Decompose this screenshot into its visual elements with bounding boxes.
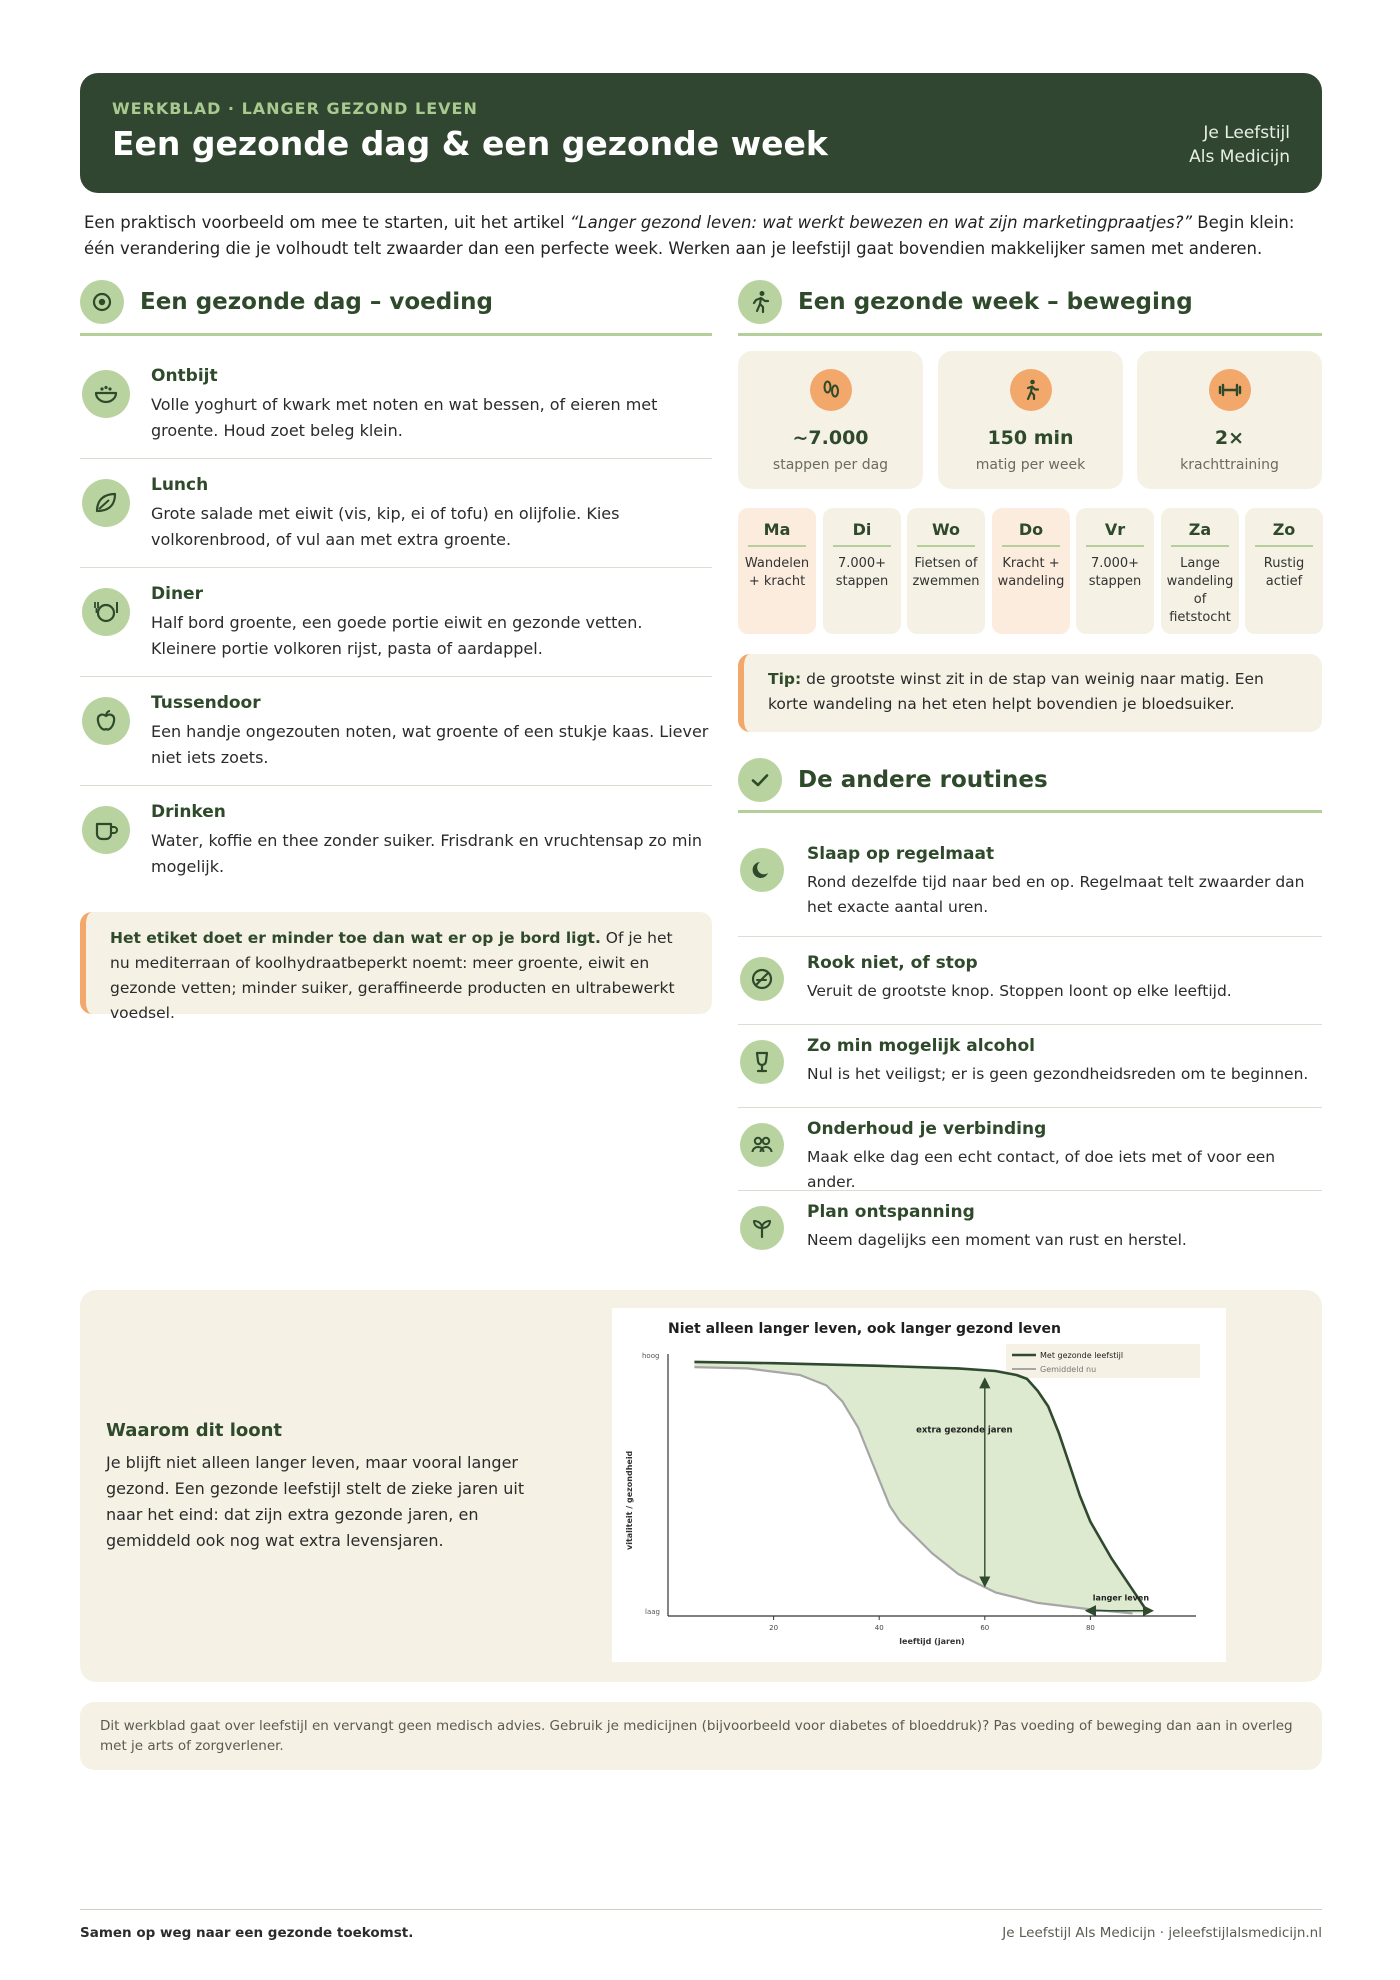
intro-text	[84, 210, 1314, 262]
stat-label: matig per week	[975, 457, 1086, 473]
legend-label-healthy: Met gezonde leefstijl	[1040, 1351, 1124, 1360]
label-callout	[80, 912, 712, 1022]
routines-section-rule	[738, 810, 1322, 813]
callout-text: Of je het nu mediterraan of koolhydraatbeperkt noemt: meer groente, eiwit en gezonde vetten; minder suiker, geraffineerde producten en ultrabewerkt voedsel.	[110, 929, 675, 1022]
chart-svg	[612, 1308, 1226, 1662]
why-title: Waarom dit loont	[106, 1420, 283, 1441]
day-name: Zo	[1255, 520, 1313, 547]
tip-callout	[738, 654, 1322, 732]
day-section-title	[80, 280, 493, 324]
moon-icon	[740, 848, 784, 892]
plot-area	[694, 1362, 1148, 1614]
meal-title: Lunch	[151, 475, 209, 495]
x-tick-label: 60	[980, 1624, 990, 1632]
footprints-icon	[810, 369, 852, 411]
meal-text: Grote salade met eiwit (vis, kip, ei of tofu) en olijfolie. Kies volkorenbrood, of vul aan met extra groente.	[151, 504, 620, 549]
stat-card-minutes	[938, 351, 1123, 489]
intro-lead: Een praktisch voorbeeld om mee te starten, uit het artikel	[84, 213, 570, 232]
footer-credit: Je Leefstijl Als Medicijn · jeleefstijlalsmedicijn.nl	[1002, 1925, 1322, 1941]
routine-text: Veruit de grootste knop. Stoppen loont op elke leeftijd.	[807, 982, 1232, 1000]
routine-item-slaap	[738, 834, 1322, 937]
meal-item-drinken	[80, 786, 712, 895]
week-section-label: Een gezonde week – beweging	[798, 289, 1193, 315]
disclaimer: Dit werkblad gaat over leefstijl en vervangt geen medisch advies. Gebruik je medicijnen (bijvoorbeeld voor diabetes of bloeddruk)? Pas voeding of beweging dan aan in overleg met je arts of zorgverlener.	[80, 1702, 1322, 1770]
brand-line-1: Je Leefstijl	[1203, 123, 1290, 143]
chart-legend-bg	[1006, 1344, 1200, 1378]
day-name: Di	[833, 520, 891, 547]
meal-item-ontbijt	[80, 350, 712, 459]
footer-rule	[80, 1909, 1322, 1910]
stat-value: 2×	[1214, 427, 1245, 449]
plate-icon	[82, 588, 130, 636]
day-card-zo	[1245, 508, 1323, 634]
day-name: Vr	[1086, 520, 1144, 547]
walking-icon	[1010, 369, 1052, 411]
day-card-do	[992, 508, 1070, 634]
why-text: Je blijft niet alleen langer leven, maar vooral langer gezond. Een gezonde leefstijl stelt de zieke jaren uit naar het eind: dat zijn extra gezonde jaren, en gemiddeld ook nog wat extra levensjaren.	[106, 1453, 525, 1550]
x-axis-label: leeftijd (jaren)	[899, 1637, 965, 1646]
y-top-label: hoog	[642, 1352, 660, 1360]
healthspan-chart	[612, 1308, 1226, 1662]
stat-value: ~7.000	[792, 427, 869, 449]
stat-label: stappen per dag	[772, 457, 889, 473]
routine-item-roken	[738, 943, 1322, 1025]
meal-text: Een handje ongezouten noten, wat groente of een stukje kaas. Liever niet iets zoets.	[151, 722, 709, 767]
header-brand	[1189, 121, 1290, 169]
routine-title: Plan ontspanning	[807, 1202, 975, 1222]
day-name: Za	[1171, 520, 1229, 547]
chart-title: Niet alleen langer leven, ook langer gezond leven	[668, 1321, 1061, 1337]
routine-text: Nul is het veiligst; er is geen gezondheidsreden om te beginnen.	[807, 1065, 1309, 1083]
x-tick-label: 80	[1085, 1624, 1095, 1632]
no-smoking-icon	[740, 957, 784, 1001]
day-activity: 7.000+ stappen	[1088, 556, 1142, 589]
day-activity: Lange wandeling of fietstocht	[1166, 556, 1234, 625]
day-card-ma	[738, 508, 816, 634]
x-tick-label: 40	[874, 1624, 884, 1632]
intro-rest: Begin klein: één verandering die je volhoudt telt zwaarder dan een perfecte week. Werken aan je leefstijl gaat bovendien makkelijker samen met anderen.	[84, 213, 1295, 258]
stat-card-strength	[1137, 351, 1322, 489]
routine-item-verbinding	[738, 1109, 1322, 1191]
annotation-extra-years: extra gezonde jaren	[916, 1425, 1013, 1436]
stat-label: krachttraining	[1180, 457, 1279, 473]
page-header	[80, 73, 1322, 193]
intro-article-title: “Langer gezond leven: wat werkt bewezen en wat zijn marketingpraatjes?”	[569, 213, 1193, 232]
meal-title: Drinken	[151, 802, 226, 822]
runner-icon	[738, 280, 782, 324]
routine-title: Zo min mogelijk alcohol	[807, 1036, 1035, 1056]
footer-tagline: Samen op weg naar een gezonde toekomst.	[80, 1925, 414, 1941]
day-section-label: Een gezonde dag – voeding	[140, 289, 493, 315]
stat-card-steps	[738, 351, 923, 489]
apple-icon	[82, 697, 130, 745]
callout-bold: Het etiket doet er minder toe dan wat er op je bord ligt.	[110, 929, 601, 947]
tip-text: de grootste winst zit in de stap van weinig naar matig. Een korte wandeling na het eten helpt bovendien je bloedsuiker.	[768, 670, 1264, 713]
meal-text: Water, koffie en thee zonder suiker. Frisdrank en vruchtensap zo min mogelijk.	[151, 831, 703, 876]
day-activity: 7.000+ stappen	[835, 556, 889, 589]
why-box	[80, 1290, 1322, 1682]
routine-text: Neem dagelijks een moment van rust en herstel.	[807, 1231, 1187, 1249]
people-icon	[740, 1123, 784, 1167]
day-name: Ma	[748, 520, 806, 547]
routine-title: Rook niet, of stop	[807, 953, 978, 973]
stat-value: 150 min	[987, 427, 1074, 449]
routines-section-label: De andere routines	[798, 767, 1048, 793]
day-activity: Kracht + wandeling	[997, 556, 1065, 589]
week-section-title	[738, 280, 1193, 324]
routine-title: Onderhoud je verbinding	[807, 1119, 1047, 1139]
day-card-vr	[1076, 508, 1154, 634]
routine-text: Rond dezelfde tijd naar bed en op. Regelmaat telt zwaarder dan het exacte aantal uren.	[807, 873, 1305, 916]
day-section-rule	[80, 333, 712, 336]
meal-item-lunch	[80, 459, 712, 568]
routine-item-alcohol	[738, 1026, 1322, 1108]
day-card-za	[1161, 508, 1239, 634]
extra-years-area	[694, 1362, 1148, 1614]
day-name: Do	[1002, 520, 1060, 547]
brand-line-2: Als Medicijn	[1189, 147, 1290, 167]
cup-icon	[82, 806, 130, 854]
day-name: Wo	[917, 520, 975, 547]
meal-item-tussendoor	[80, 677, 712, 786]
annotation-longer-life: langer leven	[1092, 1593, 1150, 1603]
routines-section-title	[738, 758, 1048, 802]
day-card-di	[823, 508, 901, 634]
day-card-wo	[907, 508, 985, 634]
page-title: Een gezonde dag & een gezonde week	[112, 124, 828, 163]
week-section-rule	[738, 333, 1322, 336]
dumbbell-icon	[1209, 369, 1251, 411]
x-tick-label: 20	[769, 1624, 779, 1632]
sprout-icon	[740, 1206, 784, 1250]
y-bottom-label: laag	[645, 1608, 660, 1616]
bowl-icon	[82, 370, 130, 418]
leaf-icon	[82, 479, 130, 527]
meal-title: Ontbijt	[151, 366, 218, 386]
day-activity: Fietsen of zwemmen	[912, 556, 980, 589]
legend-label-average: Gemiddeld nu	[1040, 1365, 1097, 1374]
check-icon	[738, 758, 782, 802]
day-activity: Rustig actief	[1263, 556, 1305, 589]
header-eyebrow: WERKBLAD · LANGER GEZOND LEVEN	[112, 99, 478, 118]
meal-title: Diner	[151, 584, 203, 604]
meal-item-diner	[80, 568, 712, 677]
y-axis-label: vitaliteit / gezondheid	[625, 1450, 634, 1550]
routine-title: Slaap op regelmaat	[807, 844, 995, 864]
x-ticks	[769, 1616, 1095, 1632]
glass-icon	[740, 1040, 784, 1084]
target-icon	[80, 280, 124, 324]
meal-title: Tussendoor	[151, 693, 261, 713]
day-activity: Wandelen + kracht	[744, 556, 810, 589]
tip-bold: Tip:	[768, 670, 802, 688]
meal-text: Volle yoghurt of kwark met noten en wat bessen, of eieren met groente. Houd zoet beleg klein.	[151, 395, 658, 440]
routine-text: Maak elke dag een echt contact, of doe iets met of voor een ander.	[807, 1148, 1276, 1191]
routine-item-ontspanning	[738, 1192, 1322, 1274]
meal-text: Half bord groente, een goede portie eiwit en gezonde vetten. Kleinere portie volkoren rijst, pasta of aardappel.	[151, 613, 643, 658]
